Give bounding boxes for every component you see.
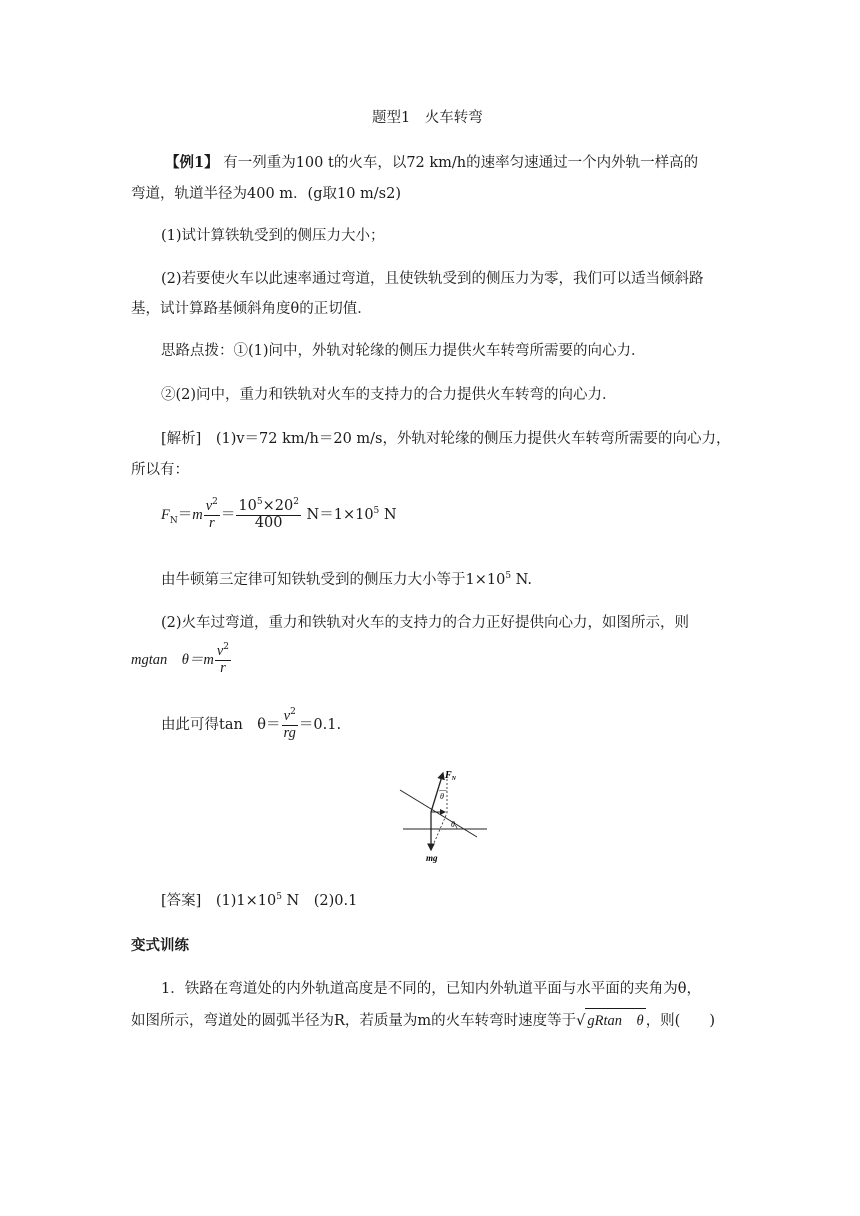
solution-line-1: [解析] (1)v＝72 km/h＝20 m/s，外轨对轮缘的侧压力提供火车转弯所需要的向心力，	[161, 431, 731, 447]
section-title: 变式训练	[131, 938, 189, 954]
mg-label: mg	[426, 853, 438, 863]
solution-line-3: 由牛顿第三定律可知铁轨受到的侧压力大小等于$1\times 10^5$ N.	[161, 571, 533, 588]
fraction-numeric: $\frac{10^5\times 20^2}{400}$	[238, 497, 299, 531]
equation-2: mgtan θ＝m $\frac{v^2}{r}$	[131, 642, 230, 676]
theta-label-2: θ	[451, 820, 455, 829]
answer-line: [答案] $(1)1\times 10^5$ N (2)0.1	[161, 892, 358, 909]
example-line-2: 弯道，轨道半径为400 m．(g取10 m/s2)	[131, 186, 401, 202]
question-1: (1)试计算铁轨受到的侧压力大小；	[161, 228, 385, 244]
example-text-1: 有一列重为100 t的火车，以72 km/h的速率匀速通过一个内外轨一样高的	[223, 155, 699, 171]
solution-line-2: 所以有：	[131, 462, 189, 478]
variant-line-2: 如图所示，弯道处的圆弧半径为R，若质量为m的火车转弯时速度等于√ gRtan θ ，则( )	[131, 1008, 715, 1030]
example-line-1	[165, 151, 698, 172]
variant-line-1: 1．铁路在弯道处的内外轨道高度是不同的，已知内外轨道平面与水平面的夹角为θ，	[161, 981, 701, 997]
question-2-line-2: 基，试计算路基倾斜角度θ的正切值．	[131, 301, 372, 317]
page-title: 题型1 火车转弯	[372, 110, 483, 126]
hint-2: ②(2)问中，重力和铁轨对火车的支持力的合力提供火车转弯的向心力．	[161, 387, 617, 403]
solution-line-4: (2)火车过弯道，重力和铁轨对火车的支持力的合力正好提供向心力，如图所示，则	[161, 615, 690, 631]
sqrt-expression: gRtan θ	[585, 1008, 645, 1030]
incline-line	[400, 790, 477, 837]
hint-1: 思路点拨：①(1)问中，外轨对轮缘的侧压力提供火车转弯所需要的向心力．	[161, 343, 646, 359]
angle-arc-2	[455, 825, 457, 829]
angle-arc-1	[439, 791, 447, 792]
equation-3: 由此可得tan θ＝ $\frac{v^2}{rg}$ ＝0.1.	[161, 707, 342, 741]
resultant-dashed	[431, 813, 447, 850]
theta-label-1: θ	[440, 792, 444, 801]
fraction-v2-r: $\frac{v^2}{r}$	[205, 497, 218, 531]
equation-1: $F_N=m$ $\frac{v^2}{r}$ ＝ $\frac{10^5\times 20^2}{400}$ $N=1\times 10^5$ N	[161, 497, 397, 531]
example-tag: 【例1】	[165, 154, 219, 171]
force-diagram	[395, 765, 495, 865]
fraction-v2-rg: $\frac{v^2}{rg}$	[283, 707, 296, 741]
fraction-v2-r-2: $\frac{v^2}{r}$	[216, 642, 230, 676]
question-2-line-1: (2)若要使火车以此速率通过弯道，且使铁轨受到的侧压力为零，我们可以适当倾斜路	[161, 271, 704, 287]
fn-label: $F_N$	[445, 770, 457, 782]
